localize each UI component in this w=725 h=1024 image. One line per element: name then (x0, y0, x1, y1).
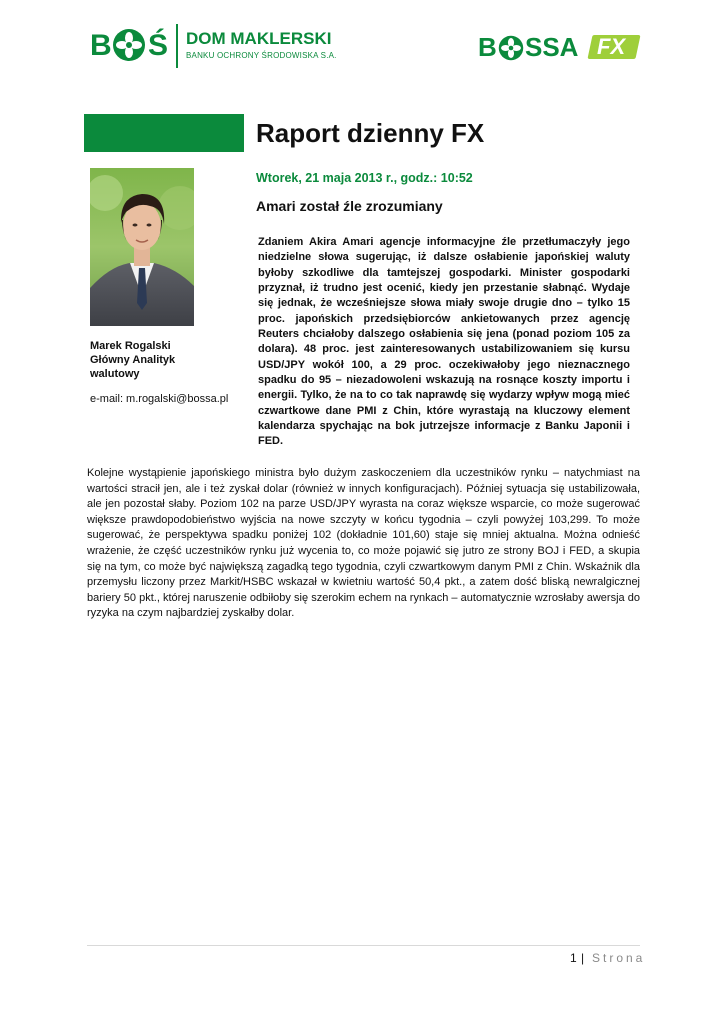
analyst-role-continued: walutowy (90, 368, 140, 380)
analyst-role: Główny Analityk (90, 354, 176, 366)
company-subtitle: BANKU OCHRONY ŚRODOWISKA S.A. (186, 51, 337, 60)
report-title: Raport dzienny FX (256, 118, 485, 148)
company-name: DOM MAKLERSKI (186, 29, 332, 48)
bos-logo-letter-b: B (90, 29, 112, 62)
report-headline: Amari został źle zrozumiany (256, 198, 443, 214)
logo-divider (176, 24, 178, 68)
bos-logo-letter-s: Ś (148, 29, 169, 62)
analyst-name: Marek Rogalski (90, 340, 171, 352)
analyst-photo (90, 168, 194, 326)
fx-label: FX (597, 34, 626, 59)
bossa-logo-letter-b: B (478, 32, 497, 62)
title-accent-bar (84, 114, 244, 152)
clover-leaf-icon (498, 35, 524, 61)
body-paragraph: Kolejne wystąpienie japońskiego ministra było dużym zaskoczeniem dla uczestników rynku – natychmiast na wartości stracił jen, ale i też zyskał dolar (również w innych konfiguracjach). Później sytuacja się ustabilizowała, ale jen pozostał słaby. Poziom 102 na parze USD/JPY wyrasta na coraz większe wsparcie, co może sugerować większe prawdopodobieństwo wyjścia na nowe szczyty w końcu tygodnia – czyli powyżej 103,299. To może sugerować, że perspektywa spadku poniżej 102 (dokładnie 101,60) staje się mniej aktualna. Można odnieść wrażenie, że część uczestników rynku już wycenia to, co może pojawić się jutro ze strony BOJ i FED, a skupia się na tym, co może być największą zagadką tego tygodnia, czyli czwartkowym danym PMI z Chin. Wskaźnik dla przemysłu liczony przez Markit/HSBC wskazał w kwietniu wartość 50,4 pkt., a zatem dość bliską newralgicznej bariery 50 pkt., której naruszenie odbiłoby się szerokim echem na rynkach – automatycznie wzrosłaby awersja do ryzyka na czym najbardziej zyskałby dolar. (87, 467, 640, 620)
page-label: Strona (592, 951, 646, 965)
report-date: Wtorek, 21 maja 2013 r., godz.: 10:52 (256, 171, 473, 185)
clover-leaf-icon (112, 28, 146, 62)
lead-paragraph: Zdaniem Akira Amari agencje informacyjne źle przetłumaczyły jego niedzielne słowa sugerując, iż dalsze osłabienie japońskiej waluty byłoby szkodliwe dla tamtejszej gospodarki. Minister gospodarki przyznał, iż trudno jest ocenić, kiedy jen przestanie słabnąć. Wydaje się jednak, że wcześniejsze słowa miały swoje drugie dno – tylko 15 proc. japońskich przedsiębiorców ankietowanych przez agencję Reuters chciałoby dalszego osłabienia się jena (ponad poziom 105 za dolara). 48 proc. jest zainteresowanych ustabilizowaniem się kursu USD/JPY wokół 100, a 29 proc. oczekiwałoby jego nieznacznego spadku do 95 – niezadowoleni wskazują na rosnące koszty importu i energii. Tylko, że na to co tak naprawdę się wydarzy wpływ mogą mieć czwartkowe dane PMI z Chin, które wyrastają na kluczowy element kalendarza spychając na bok jutrzejsze informacje z Banku Japonii i FED. (258, 236, 630, 448)
analyst-email[interactable]: e-mail: m.rogalski@bossa.pl (90, 393, 229, 405)
bos-logo (90, 22, 340, 72)
bossa-logo-letters-ssa: SSA (525, 32, 579, 62)
page-number: 1 (570, 951, 577, 965)
page-separator: | (581, 951, 585, 965)
footer-divider (87, 945, 640, 946)
bossa-fx-logo (478, 28, 643, 68)
